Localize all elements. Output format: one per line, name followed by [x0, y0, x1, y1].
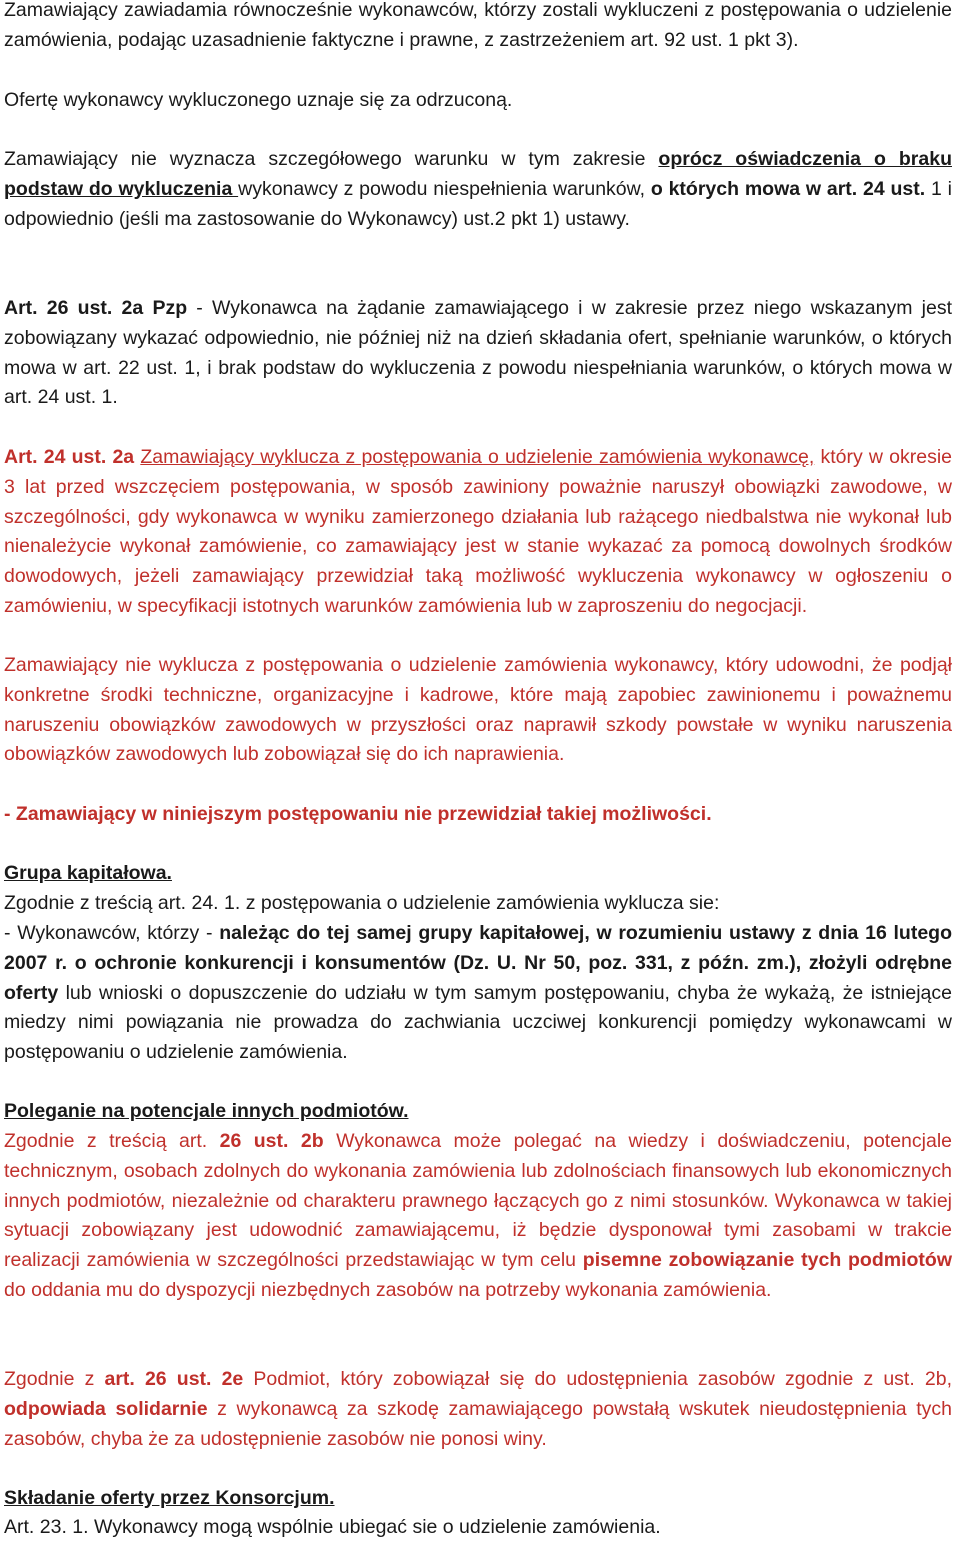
section-heading: Grupa kapitałowa.	[4, 862, 172, 884]
paragraph-text: Ofertę wykonawcy wykluczonego uznaje się za odrzuconą.	[4, 89, 513, 111]
heading-capital-group	[4, 859, 952, 889]
bold-statement: - Zamawiający w niniejszym postępowaniu nie przewidział takiej możliwości.	[4, 803, 712, 825]
paragraph-text: do oddania mu do dyspozycji niezbędnych zasobów na potrzeby wykonania zamówienia.	[4, 1278, 772, 1301]
paragraph-art-23-1	[4, 1513, 952, 1543]
paragraph-text: Zamawiający zawiadamia równocześnie wykonawców, którzy zostali wykluczeni z postępowania o udzielenie zamówienia, podając uzasadnienie faktyczne i prawne, z zastrzeżeniem art. 92 ust. 1 pkt 3).	[4, 0, 952, 51]
article-reference: Art. 26 ust. 2a Pzp	[4, 297, 188, 319]
section-heading: Składanie oferty przez Konsorcjum.	[4, 1487, 335, 1509]
paragraph-text: Zgodnie z treścią art.	[4, 1130, 220, 1152]
paragraph-text: wykonawcy z powodu niespełnienia warunków,	[238, 177, 651, 200]
paragraph-notification	[4, 0, 952, 56]
article-reference: 26 ust. 2b	[219, 1130, 324, 1152]
paragraph-text: 1 i odpowiednio (jeśli ma zastosowanie do Wykonawcy) ust.2 pkt 1) ustawy.	[4, 177, 952, 230]
paragraph-text: lub wnioski o dopuszczenie do udziału w tym samym postępowaniu, chyba że wykażą, że istniejące miedzy nimi powiązania nie prowadza do zachwiania uczciwej konkurencji pomiędzy wykonawcami w postępowaniu o udzielenie zamówienia.	[4, 981, 952, 1064]
paragraph-art-26-2e	[4, 1365, 952, 1454]
paragraph-capital-group-exclusion	[4, 919, 952, 1068]
paragraph-text: Wykonawca może polegać na wiedzy i doświadczeniu, potencjale technicznym, osobach zdolnych do wykonania zamówienia lub zdolnościach finansowych lub ekonomicznych innych podmiotów, niezależnie od charakteru prawnego łączących go z nimi stosunków. Wykonawca w takiej sytuacji zobowiązany jest udowodnić zamawiającemu, iż będzie dysponował tymi zasobami w trakcie realizacji zamówienia w szczególności przedstawiając w tym celu	[4, 1130, 953, 1272]
paragraph-art-26-2a	[4, 294, 952, 413]
paragraph-text: - Wykonawca na żądanie zamawiającego i w zakresie przez niego wskazanym jest zobowiązany wykazać odpowiednio, nie później niż na dzień składania ofert, spełnianie warunków, o których mowa w art. 22 ust. 1, i brak podstaw do wykluczenia z powodu niespełniania warunków, o których mowa w art. 24 ust. 1.	[4, 297, 953, 409]
paragraph-text: Art. 23. 1. Wykonawcy mogą wspólnie ubiegać sie o udzielenie zamówienia.	[4, 1516, 661, 1538]
bold-statement: należąc do tej samej grupy kapitałowej, w rozumieniu ustawy z dnia 16 lutego 2007 r. o ochronie konkurencji i konsumentów (Dz. U. Nr 50, poz. 331, z późn. zm.), złożyli odrębne oferty	[4, 922, 952, 1004]
paragraph-text: z wykonawcą za szkodę zamawiającego powstałą wskutek nieudostępnienia tych zasobów, chyba że za udostępnienie zasobów nie ponosi winy.	[4, 1397, 952, 1450]
bold-statement: odpowiada solidarnie	[4, 1397, 208, 1420]
paragraph-text: Zamawiający nie wyznacza szczegółowego warunku w tym zakresie	[4, 148, 659, 170]
paragraph-text: Podmiot, który zobowiązał się do udostępnienia zasobów zgodnie z ust. 2b,	[243, 1368, 952, 1390]
paragraph-text: który w okresie 3 lat przed wszczęciem postępowania, w sposób zawiniony poważnie naruszył obowiązki zawodowe, w szczególności, gdy wykonawca w wyniku zamierzonego działania lub rażącego niedbalstwa nie wykonał lub nienależycie wykonał zamówienie, co zamawiający jest w stanie wykazać za pomocą dowolnych środków dowodowych, jeżeli zamawiający przewidział taką możliwość wykluczenia wykonawcy w ogłoszeniu o zamówieniu, w specyfikacji istotnych warunków zamówienia lub w zaproszeniu do negocjacji.	[4, 446, 952, 617]
paragraph-art-26-2b	[4, 1127, 952, 1306]
underlined-phrase: oprócz oświadczenia o braku podstaw do wykluczenia	[4, 148, 952, 200]
paragraph-text: - Wykonawców, którzy -	[4, 922, 220, 944]
paragraph-text: Zgodnie z treścią art. 24. 1. z postępowania o udzielenie zamówienia wyklucza sie:	[4, 892, 720, 914]
paragraph-text: Zgodnie z	[4, 1368, 105, 1390]
paragraph-exception	[4, 651, 952, 770]
bold-statement: pisemne zobowiązanie tych podmiotów	[582, 1249, 952, 1272]
heading-consortium	[4, 1484, 952, 1514]
bold-reference: o których mowa w art. 24 ust.	[650, 177, 926, 200]
heading-other-entities	[4, 1097, 952, 1127]
article-reference: Art. 24 ust. 2a	[4, 446, 135, 468]
paragraph-art-24-1	[4, 889, 952, 919]
paragraph-rejected-offer	[4, 86, 952, 116]
paragraph-condition	[4, 145, 952, 234]
section-heading: Poleganie na potencjale innych podmiotów.	[4, 1100, 409, 1122]
paragraph-text: Zamawiający nie wyklucza z postępowania o udzielenie zamówienia wykonawcy, który udowodni, że podjął konkretne środki techniczne, organizacyjne i kadrowe, które mają zapobiec zawinionemu i poważnemu naruszeniu obowiązków zawodowych w przyszłości oraz naprawił szkody powstałe w wyniku naruszenia obowiązków zawodowych lub zobowiązał się do ich naprawienia.	[4, 654, 952, 766]
underlined-phrase: Zamawiający wyklucza z postępowania o udzielenie zamówienia wykonawcę,	[140, 446, 815, 468]
article-reference: art. 26 ust. 2e	[104, 1368, 244, 1390]
paragraph-not-foreseen	[4, 800, 952, 830]
paragraph-art-24-2a	[4, 443, 952, 622]
